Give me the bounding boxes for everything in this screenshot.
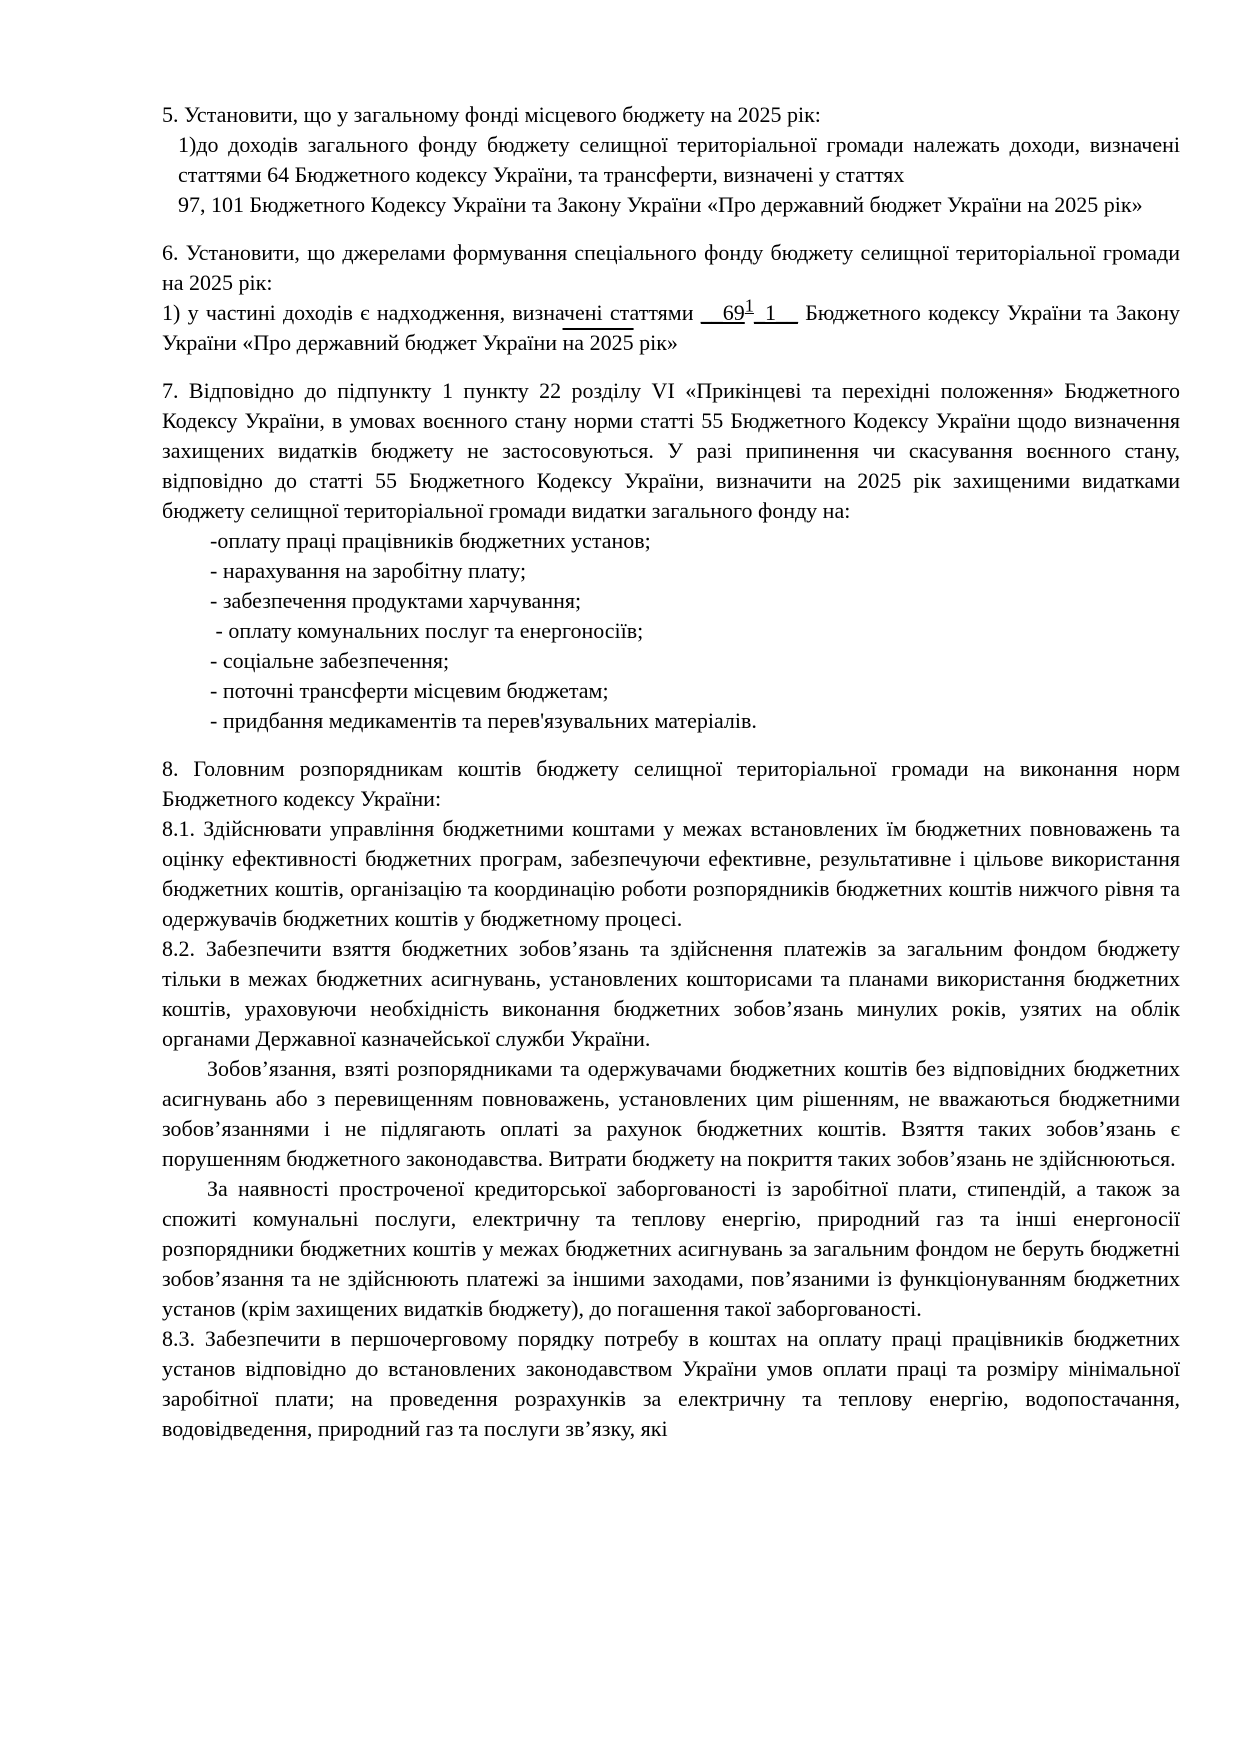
list-item: - поточні трансферти місцевим бюджетам; (210, 678, 609, 703)
section-6 (162, 238, 1180, 358)
paragraph-8-intro: 8. Головним розпорядникам коштів бюджету селищної територіальної громади на виконання норм Бюджетного кодексу України: (162, 756, 1180, 811)
list-item: - оплату комунальних послуг та енергоносіїв; (210, 618, 644, 643)
paragraph-8-1: 8.1. Здійснювати управління бюджетними коштами у межах встановлених їм бюджетних повноважень та оцінку ефективності бюджетних програм, забезпечуючи ефективне, результативне і цільове використання бюджетних коштів, організацію та координацію роботи розпорядників бюджетних коштів нижчого рівня та одержувачів бюджетних коштів у бюджетному процесі. (162, 816, 1180, 931)
paragraph-5-sub2: 97, 101 Бюджетного Кодексу України та Закону України «Про державний бюджет України на 2025 рік» (178, 192, 1143, 217)
section-8 (162, 754, 1180, 1444)
paragraph-8-3: 8.3. Забезпечити в першочерговому порядку потребу в коштах на оплату праці працівників бюджетних установ відповідно до встановлених законодавством України умов оплати праці та розміру мінімальної заробітної плати; на проведення розрахунків за електричну та теплову енергію, водопостачання, водовідведення, природний газ та послуги зв’язку, які (162, 1326, 1180, 1441)
paragraph-5-intro: 5. Установити, що у загальному фонді місцевого бюджету на 2025 рік: (162, 102, 821, 127)
list-item: - придбання медикаментів та перев'язувальних матеріалів. (210, 708, 757, 733)
paragraph-6-item1: 1) у частині доходів є надходження, визначені статтями $\_\_69^1\_1\_\_$ Бюджетного кодексу України та Закону України «Про державний бюджет України на 2025 рік» (162, 295, 1180, 355)
paragraph-7-intro: 7. Відповідно до підпункту 1 пункту 22 розділу VI «Прикінцеві та перехідні положення» Бюджетного Кодексу України, в умовах воєнного стану норми статті 55 Бюджетного Кодексу України щодо визначення захищених видатків бюджету не застосовуються. У разі припинення чи скасування воєнного стану, відповідно до статті 55 Бюджетного Кодексу України, визначити на 2025 рік захищеними видатками бюджету селищної територіальної громади видатки загального фонду на: (162, 378, 1180, 523)
paragraph-5-sub1: 1)до доходів загального фонду бюджету селищної територіальної громади належать доходи, визначені статтями 64 Бюджетного кодексу України, та трансферти, визначені у статтях (178, 132, 1180, 187)
section-5 (162, 100, 1180, 220)
paragraph-8-2: 8.2. Забезпечити взяття бюджетних зобов’язань та здійснення платежів за загальним фондом бюджету тільки в межах бюджетних асигнувань, установлених кошторисами та планами використання бюджетних коштів, ураховуючи необхідність виконання бюджетних зобов’язань минулих років, узятих на облік органами Державної казначейської служби України. (162, 936, 1180, 1051)
list-item: - забезпечення продуктами харчування; (210, 588, 582, 613)
section-7 (162, 376, 1180, 736)
section-5-sub-block (178, 130, 1180, 220)
document-content (162, 100, 1180, 1444)
list-item: -оплату праці працівників бюджетних установ; (210, 528, 651, 553)
list-item: - соціальне забезпечення; (210, 648, 450, 673)
list-item: - нарахування на заробітну плату; (210, 558, 527, 583)
protected-expenditures-list (210, 526, 1180, 736)
paragraph-8-2b: За наявності простроченої кредиторської заборгованості із заробітної плати, стипендій, а також за спожиті комунальні послуги, електричну та теплову енергію, природний газ та інші енергоносії розпорядники бюджетних коштів у межах бюджетних асигнувань за загальним фондом не беруть бюджетні зобов’язання та не здійснюють платежі за іншими заходами, пов’язаними із функціонуванням бюджетних установ (крім захищених видатків бюджету), до погашення такої заборгованості. (162, 1176, 1180, 1321)
paragraph-8-2a: Зобов’язання, взяті розпорядниками та одержувачами бюджетних коштів без відповідних бюджетних асигнувань або з перевищенням повноважень, установлених цим рішенням, не вважаються бюджетними зобов’язаннями і не підлягають оплаті за рахунок бюджетних коштів. Взяття таких зобов’язань є порушенням бюджетного законодавства. Витрати бюджету на покриття таких зобов’язань не здійснюються. (162, 1056, 1180, 1171)
paragraph-6-intro: 6. Установити, що джерелами формування спеціального фонду бюджету селищної територіальної громади на 2025 рік: (162, 240, 1180, 295)
